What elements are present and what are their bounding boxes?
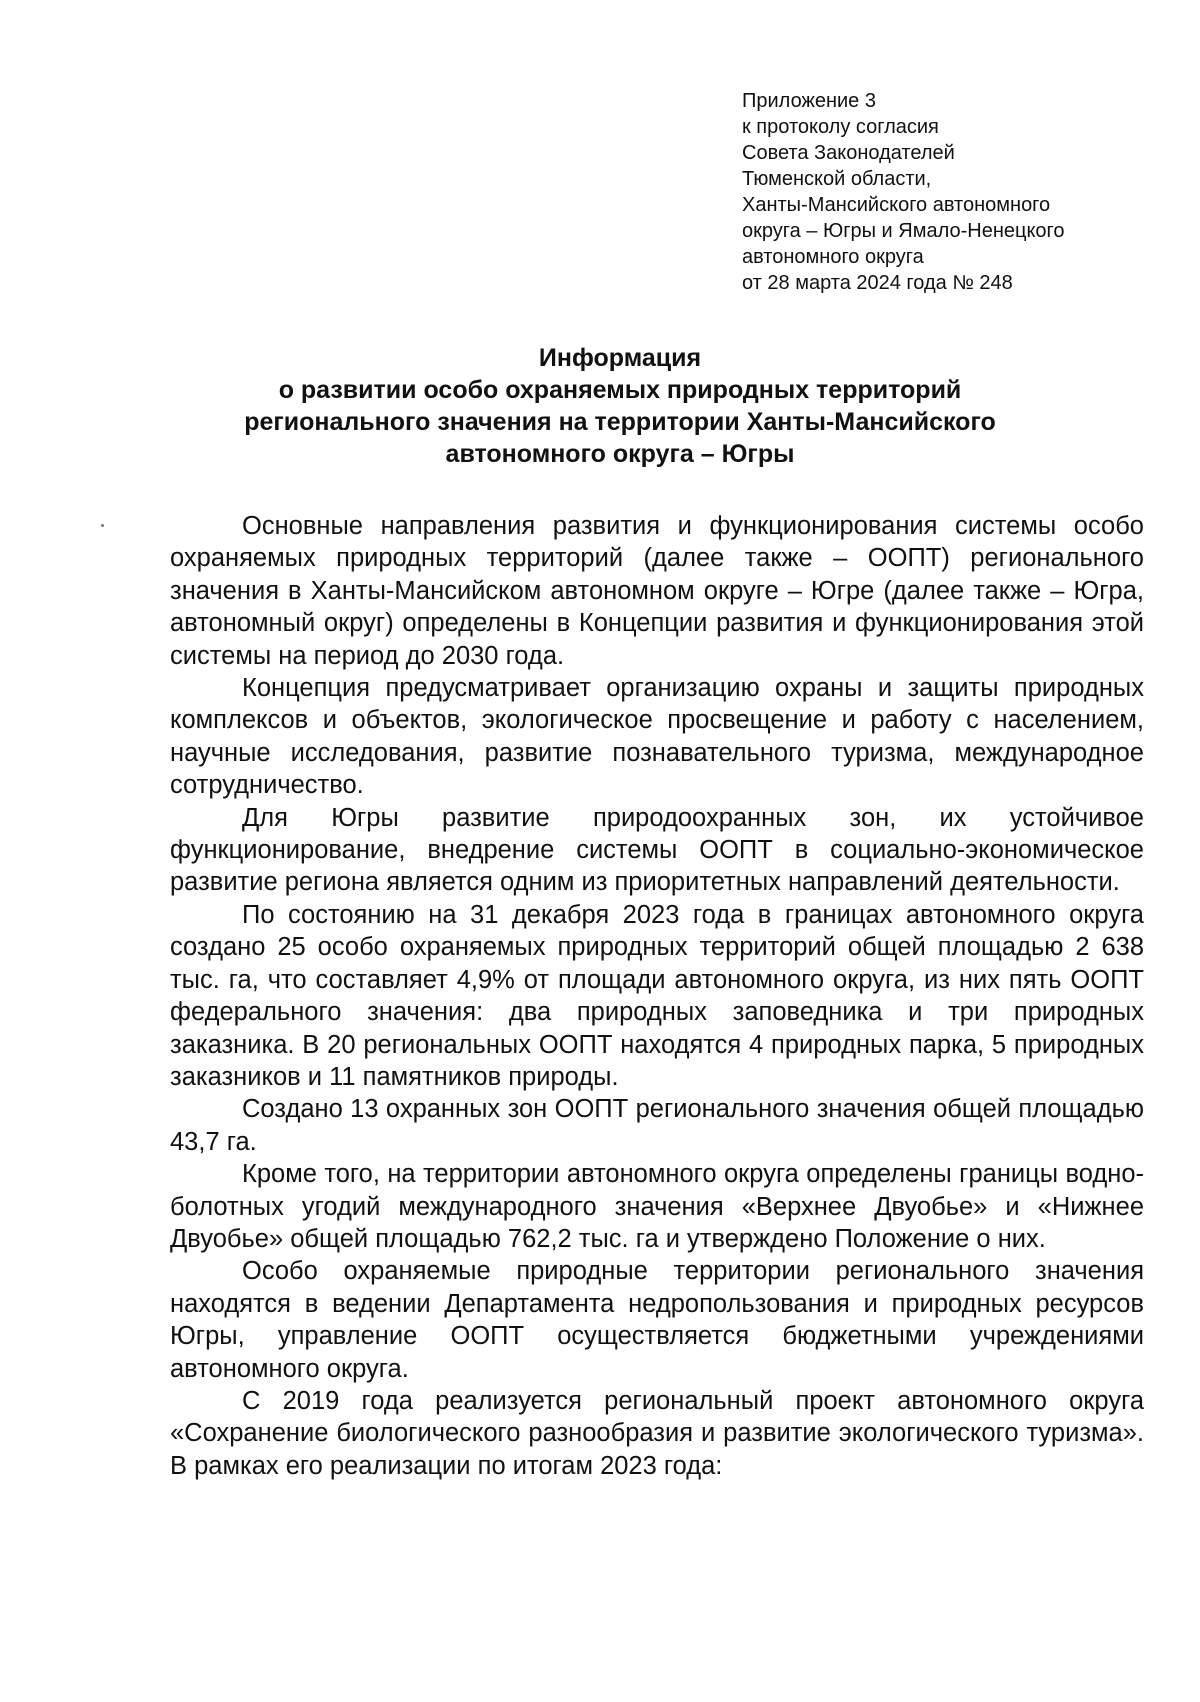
body-paragraph: Для Югры развитие природоохранных зон, их устойчивое функционирование, внедрение системы ООПТ в социально-экономическое развитие региона является одним из приоритетных направлений деятельности. — [170, 803, 1144, 897]
appendix-line: округа – Югры и Ямало-Ненецкого — [742, 220, 1065, 242]
body-paragraph: С 2019 года реализуется региональный проект автономного округа «Сохранение биологического разнообразия и развитие экологического туризма». В рамках его реализации по итогам 2023 года: — [170, 1386, 1144, 1480]
appendix-line: Совета Законодателей — [742, 142, 955, 164]
body-paragraph: Создано 13 охранных зон ООПТ регионального значения общей площадью 43,7 га. — [170, 1095, 1144, 1156]
document-body — [170, 510, 1144, 1482]
document-title — [170, 342, 1070, 470]
title-line: Информация — [538, 344, 702, 372]
appendix-line: автономного округа — [742, 246, 924, 268]
scan-speck — [101, 524, 104, 527]
title-line: о развитии особо охраняемых природных территорий — [278, 376, 962, 404]
appendix-line: Ханты-Мансийского автономного — [742, 194, 1051, 216]
title-line: регионального значения на территории Ханты-Мансийского — [244, 408, 996, 436]
appendix-line: Тюменской области, — [742, 168, 932, 190]
appendix-line: Приложение 3 — [742, 90, 876, 112]
body-paragraph: Особо охраняемые природные территории регионального значения находятся в ведении Департамента недропользования и природных ресурсов Югры, управление ООПТ осуществляется бюджетными учреждениями автономного округа. — [170, 1257, 1144, 1383]
title-line: автономного округа – Югры — [445, 440, 795, 468]
appendix-reference-block — [742, 88, 1162, 296]
body-paragraph: Основные направления развития и функционирования системы особо охраняемых природных территорий (далее также – ООПТ) регионального значения в Ханты-Мансийском автономном округе – Югре (далее также – Югра, автономный округ) определены в Концепции развития и функционирования этой системы на период до 2030 года. — [170, 512, 1144, 670]
appendix-line: к протоколу согласия — [742, 116, 939, 138]
body-paragraph: Концепция предусматривает организацию охраны и защиты природных комплексов и объектов, экологическое просвещение и работу с населением, научные исследования, развитие познавательного туризма, международное сотрудничество. — [170, 674, 1144, 800]
body-paragraph: По состоянию на 31 декабря 2023 года в границах автономного округа создано 25 особо охраняемых природных территорий общей площадью 2 638 тыс. га, что составляет 4,9% от площади автономного округа, из них пять ООПТ федерального значения: два природных заповедника и три природных заказника. В 20 региональных ООПТ находятся 4 природных парка, 5 природных заказников и 11 памятников природы. — [170, 900, 1144, 1091]
appendix-line: от 28 марта 2024 года № 248 — [742, 272, 1013, 294]
body-paragraph: Кроме того, на территории автономного округа определены границы водно-болотных угодий международного значения «Верхнее Двуобье» и «Нижнее Двуобье» общей площадью 762,2 тыс. га и утверждено Положение о них. — [170, 1160, 1144, 1253]
